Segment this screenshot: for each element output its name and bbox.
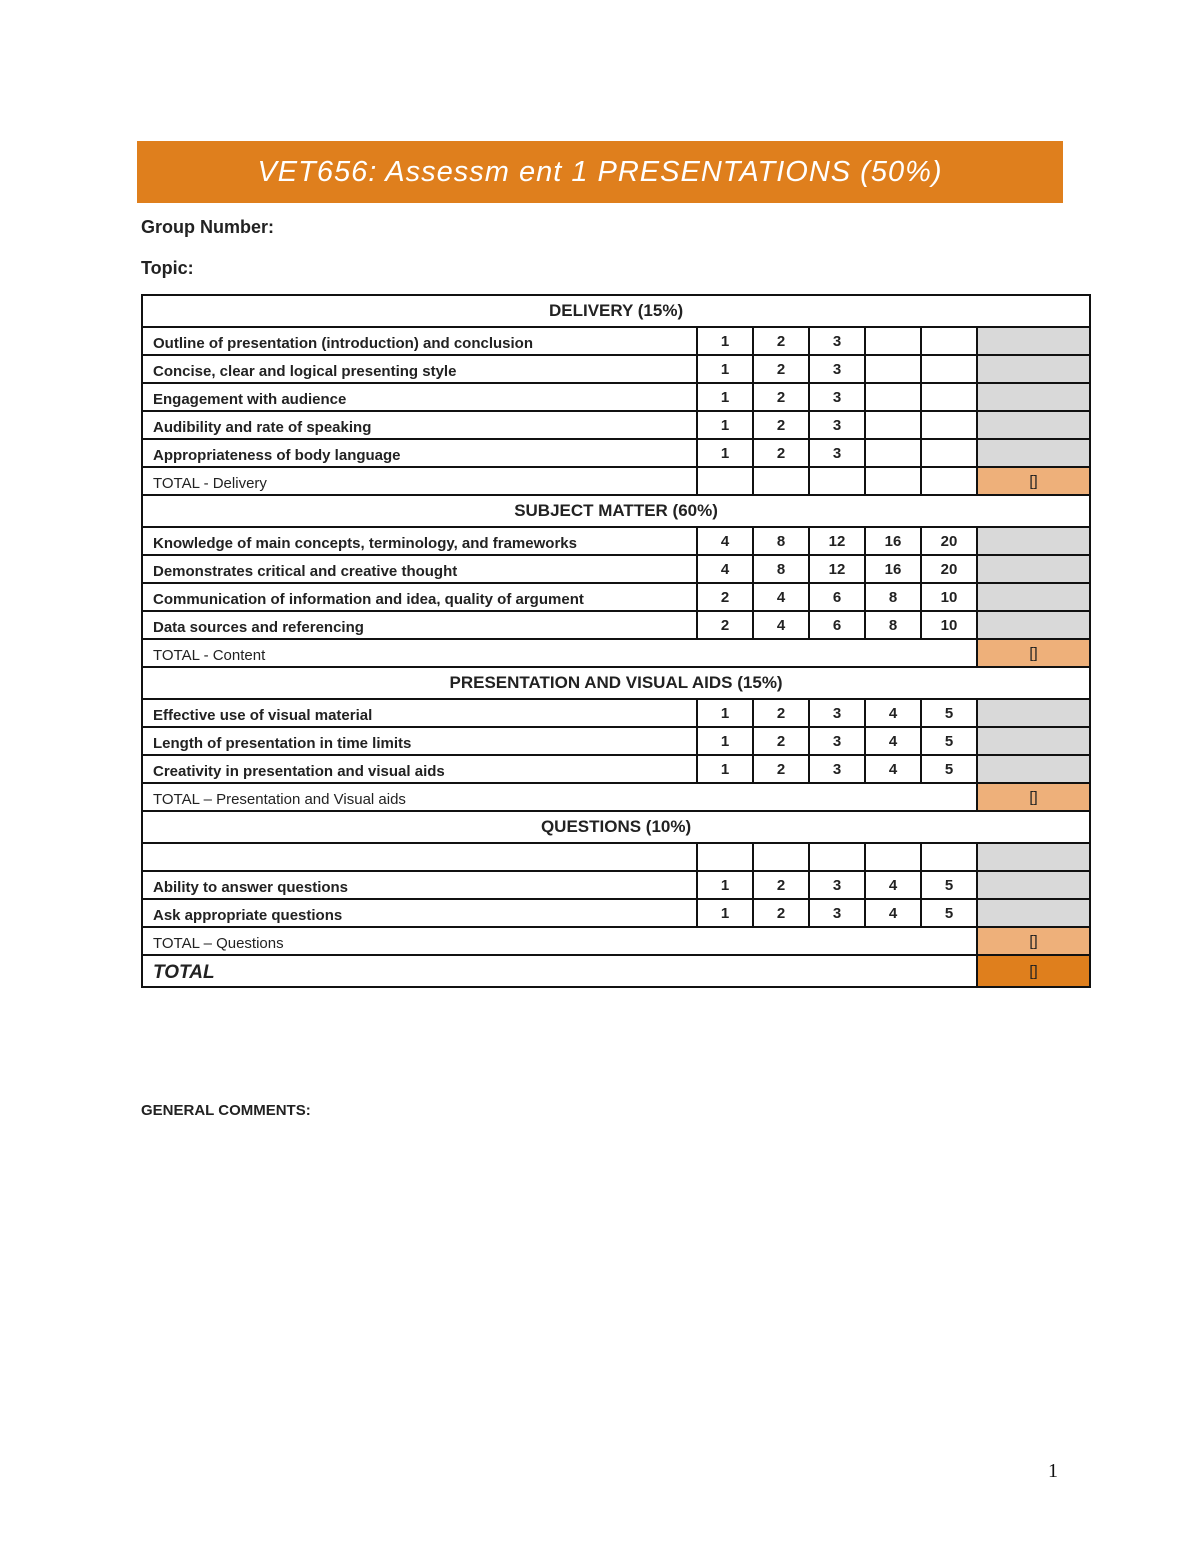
score-option[interactable]: 5 — [921, 699, 977, 727]
section-header-delivery — [142, 295, 1090, 327]
score-option[interactable]: 2 — [753, 871, 809, 899]
section-title-delivery: DELIVERY (15%) — [142, 295, 1090, 327]
score-option[interactable]: 8 — [753, 555, 809, 583]
score-option[interactable] — [921, 383, 977, 411]
section-header-questions — [142, 811, 1090, 843]
score-option[interactable]: 2 — [753, 439, 809, 467]
table-row — [142, 699, 1090, 727]
criterion-label: Effective use of visual material — [142, 699, 697, 727]
score-option[interactable]: 4 — [865, 699, 921, 727]
score-option[interactable]: 16 — [865, 527, 921, 555]
score-option[interactable]: 3 — [809, 439, 865, 467]
table-row — [142, 555, 1090, 583]
score-option[interactable]: 1 — [697, 411, 753, 439]
section-title-visual: PRESENTATION AND VISUAL AIDS (15%) — [142, 667, 1090, 699]
score-option[interactable]: 4 — [697, 527, 753, 555]
score-option[interactable]: 10 — [921, 583, 977, 611]
table-row — [142, 899, 1090, 927]
table-row — [142, 611, 1090, 639]
empty-cell — [865, 467, 921, 495]
total-questions-value[interactable]: [] — [977, 927, 1090, 955]
document-title: VET656: Assessm ent 1 PRESENTATIONS (50%) — [257, 155, 943, 188]
empty-cell — [753, 467, 809, 495]
score-option[interactable]: 2 — [753, 383, 809, 411]
criterion-label: Audibility and rate of speaking — [142, 411, 697, 439]
score-option[interactable]: 2 — [697, 611, 753, 639]
group-number-label: Group Number: — [141, 217, 274, 237]
score-option[interactable] — [865, 327, 921, 355]
score-entry-cell[interactable] — [977, 355, 1090, 383]
score-option[interactable]: 2 — [753, 411, 809, 439]
score-option[interactable]: 4 — [753, 611, 809, 639]
rubric-table — [141, 294, 1091, 988]
score-option[interactable]: 10 — [921, 611, 977, 639]
score-entry-cell[interactable] — [977, 583, 1090, 611]
table-row — [142, 871, 1090, 899]
empty-cell — [921, 843, 977, 871]
total-visual-label: TOTAL – Presentation and Visual aids — [142, 783, 977, 811]
score-option[interactable]: 8 — [865, 583, 921, 611]
empty-cell — [809, 843, 865, 871]
score-option[interactable]: 5 — [921, 755, 977, 783]
score-option[interactable]: 16 — [865, 555, 921, 583]
criterion-label: Demonstrates critical and creative thought — [142, 555, 697, 583]
score-option[interactable] — [921, 439, 977, 467]
score-option[interactable] — [865, 383, 921, 411]
score-option[interactable]: 3 — [809, 727, 865, 755]
score-entry-cell[interactable] — [977, 527, 1090, 555]
empty-cell — [142, 843, 697, 871]
score-option[interactable]: 2 — [753, 327, 809, 355]
total-content-label: TOTAL - Content — [142, 639, 977, 667]
score-option[interactable]: 2 — [697, 583, 753, 611]
score-entry-cell[interactable] — [977, 871, 1090, 899]
score-option[interactable]: 5 — [921, 899, 977, 927]
score-option[interactable]: 12 — [809, 555, 865, 583]
score-option[interactable]: 20 — [921, 555, 977, 583]
empty-cell — [865, 843, 921, 871]
criterion-label: Length of presentation in time limits — [142, 727, 697, 755]
score-option[interactable]: 4 — [865, 755, 921, 783]
table-row-total-content — [142, 639, 1090, 667]
score-entry-cell[interactable] — [977, 843, 1090, 871]
empty-cell — [809, 467, 865, 495]
score-option[interactable]: 2 — [753, 755, 809, 783]
score-option[interactable]: 2 — [753, 899, 809, 927]
table-row — [142, 383, 1090, 411]
grand-total-value[interactable]: [] — [977, 955, 1090, 987]
criterion-label: Appropriateness of body language — [142, 439, 697, 467]
criterion-label: Knowledge of main concepts, terminology, and frameworks — [142, 527, 697, 555]
total-questions-label: TOTAL – Questions — [142, 927, 977, 955]
criterion-label: Creativity in presentation and visual aids — [142, 755, 697, 783]
score-entry-cell[interactable] — [977, 555, 1090, 583]
table-row-grand-total — [142, 955, 1090, 987]
section-header-subject — [142, 495, 1090, 527]
score-option[interactable] — [865, 411, 921, 439]
table-row — [142, 439, 1090, 467]
section-title-questions: QUESTIONS (10%) — [142, 811, 1090, 843]
score-option[interactable]: 5 — [921, 727, 977, 755]
score-option[interactable] — [865, 439, 921, 467]
criterion-label: Engagement with audience — [142, 383, 697, 411]
score-option[interactable]: 12 — [809, 527, 865, 555]
score-option[interactable]: 8 — [753, 527, 809, 555]
score-option[interactable]: 1 — [697, 327, 753, 355]
score-entry-cell[interactable] — [977, 611, 1090, 639]
score-option[interactable]: 3 — [809, 327, 865, 355]
score-option[interactable]: 4 — [697, 555, 753, 583]
score-option[interactable]: 4 — [865, 899, 921, 927]
empty-cell — [921, 467, 977, 495]
score-option[interactable]: 3 — [809, 383, 865, 411]
table-row — [142, 411, 1090, 439]
score-option[interactable]: 1 — [697, 383, 753, 411]
score-option[interactable]: 3 — [809, 699, 865, 727]
score-entry-cell[interactable] — [977, 327, 1090, 355]
score-option[interactable]: 20 — [921, 527, 977, 555]
score-option[interactable]: 1 — [697, 355, 753, 383]
criterion-label: Concise, clear and logical presenting style — [142, 355, 697, 383]
score-option[interactable] — [865, 355, 921, 383]
title-banner — [137, 141, 1063, 203]
score-option[interactable]: 1 — [697, 871, 753, 899]
grand-total-label: TOTAL — [142, 955, 977, 987]
score-option[interactable]: 6 — [809, 611, 865, 639]
table-row-empty — [142, 843, 1090, 871]
score-option[interactable] — [921, 327, 977, 355]
score-option[interactable]: 4 — [865, 871, 921, 899]
table-row — [142, 355, 1090, 383]
score-option[interactable]: 1 — [697, 699, 753, 727]
score-option[interactable] — [921, 355, 977, 383]
criterion-label: Ask appropriate questions — [142, 899, 697, 927]
table-row — [142, 727, 1090, 755]
table-row — [142, 327, 1090, 355]
page-number: 1 — [1048, 1460, 1058, 1482]
table-row-total-delivery — [142, 467, 1090, 495]
section-title-subject: SUBJECT MATTER (60%) — [142, 495, 1090, 527]
score-option[interactable]: 2 — [753, 727, 809, 755]
total-visual-value[interactable]: [] — [977, 783, 1090, 811]
score-option[interactable]: 3 — [809, 755, 865, 783]
criterion-label: Communication of information and idea, quality of argument — [142, 583, 697, 611]
section-header-visual — [142, 667, 1090, 699]
score-entry-cell[interactable] — [977, 411, 1090, 439]
total-content-value[interactable]: [] — [977, 639, 1090, 667]
score-option[interactable]: 3 — [809, 871, 865, 899]
score-entry-cell[interactable] — [977, 383, 1090, 411]
score-option[interactable]: 8 — [865, 611, 921, 639]
score-option[interactable]: 1 — [697, 755, 753, 783]
table-row — [142, 527, 1090, 555]
score-entry-cell[interactable] — [977, 755, 1090, 783]
score-option[interactable]: 3 — [809, 411, 865, 439]
score-option[interactable]: 4 — [865, 727, 921, 755]
score-entry-cell[interactable] — [977, 439, 1090, 467]
score-entry-cell[interactable] — [977, 899, 1090, 927]
score-option[interactable]: 1 — [697, 899, 753, 927]
score-option[interactable]: 1 — [697, 439, 753, 467]
table-row-total-questions — [142, 927, 1090, 955]
empty-cell — [697, 843, 753, 871]
empty-cell — [697, 467, 753, 495]
total-delivery-value[interactable]: [] — [977, 467, 1090, 495]
criterion-label: Outline of presentation (introduction) and conclusion — [142, 327, 697, 355]
score-option[interactable]: 4 — [753, 583, 809, 611]
score-entry-cell[interactable] — [977, 699, 1090, 727]
table-row — [142, 583, 1090, 611]
empty-cell — [753, 843, 809, 871]
table-row — [142, 755, 1090, 783]
score-option[interactable]: 5 — [921, 871, 977, 899]
score-option[interactable]: 2 — [753, 355, 809, 383]
score-option[interactable]: 2 — [753, 699, 809, 727]
score-option[interactable]: 3 — [809, 355, 865, 383]
table-row-total-visual — [142, 783, 1090, 811]
score-option[interactable]: 6 — [809, 583, 865, 611]
score-option[interactable]: 1 — [697, 727, 753, 755]
topic-label: Topic: — [141, 258, 194, 278]
score-option[interactable]: 3 — [809, 899, 865, 927]
score-entry-cell[interactable] — [977, 727, 1090, 755]
general-comments-label: GENERAL COMMENTS: — [141, 1102, 311, 1119]
criterion-label: Data sources and referencing — [142, 611, 697, 639]
score-option[interactable] — [921, 411, 977, 439]
criterion-label: Ability to answer questions — [142, 871, 697, 899]
total-delivery-label: TOTAL - Delivery — [142, 467, 697, 495]
